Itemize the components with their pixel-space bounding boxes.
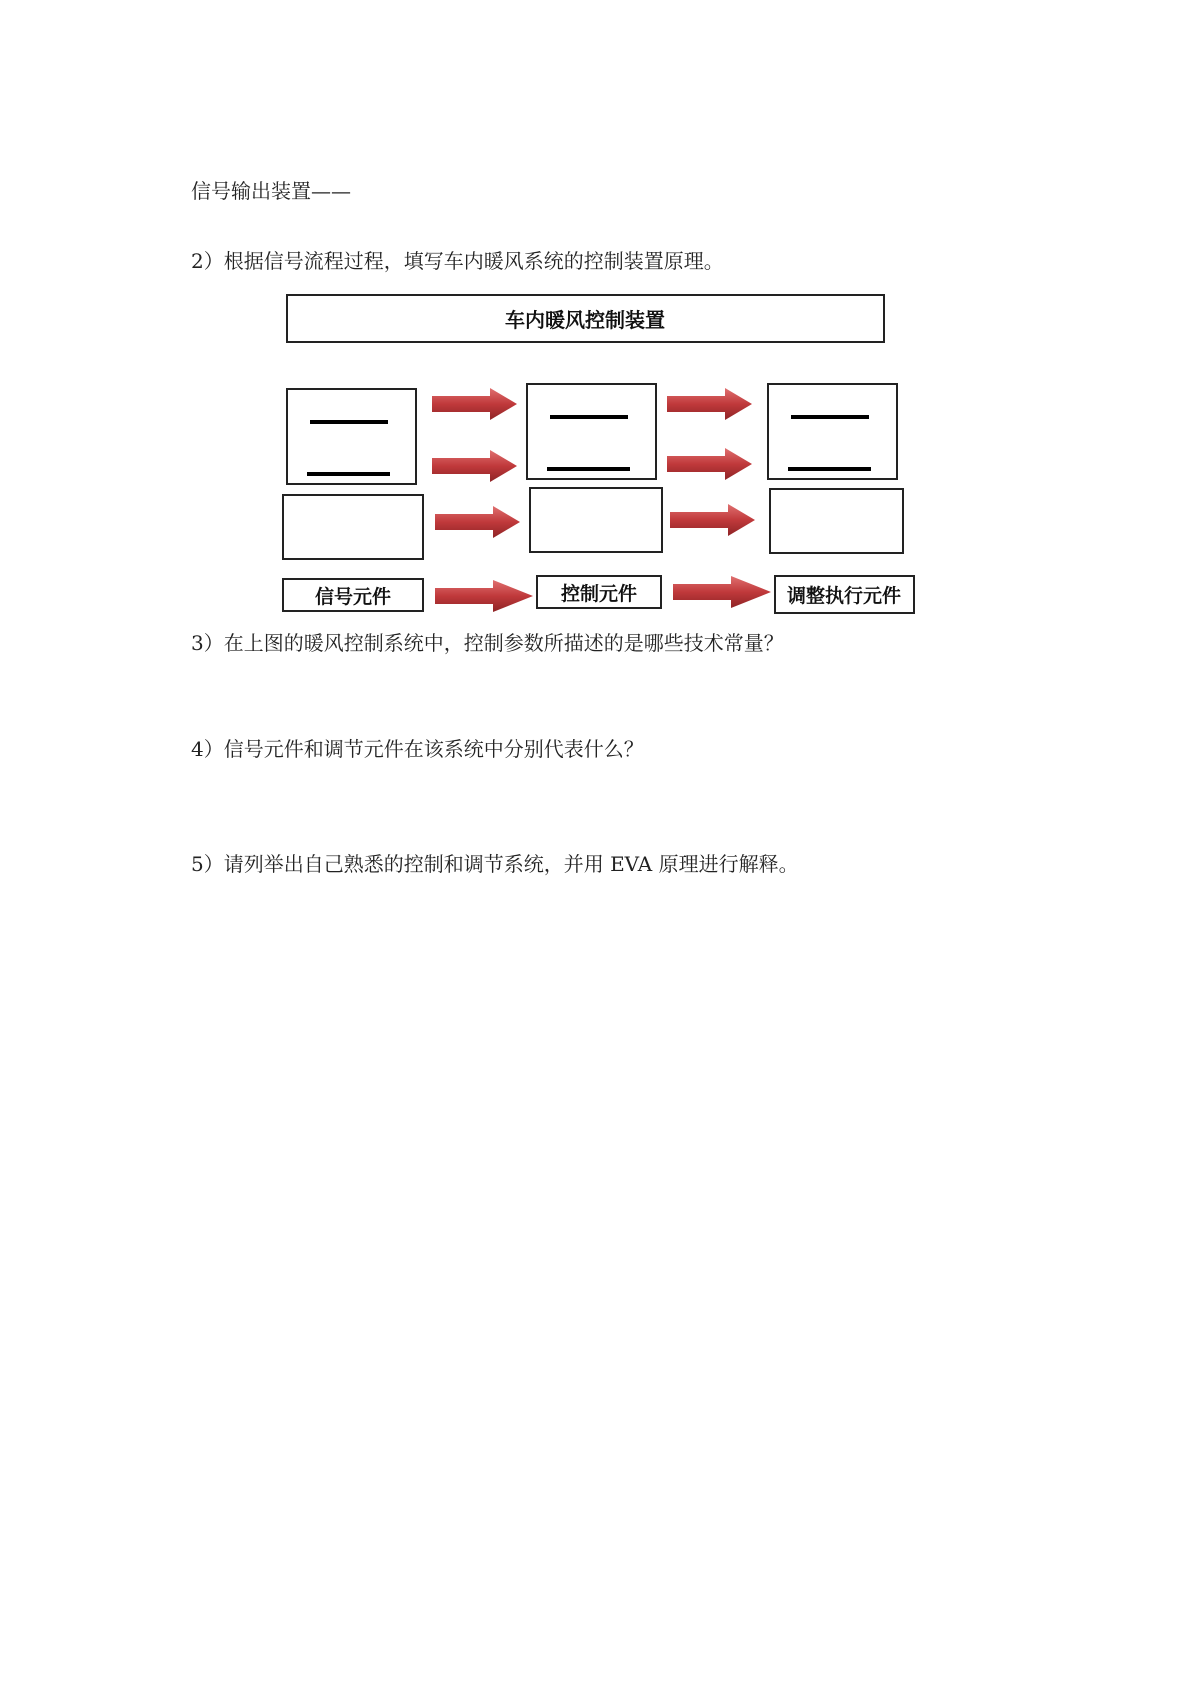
question-3: 3）在上图的暖风控制系统中，控制参数所描述的是哪些技术常量？	[191, 631, 784, 655]
signal-empty-box	[283, 495, 423, 559]
flow-arrow	[670, 504, 755, 536]
question-4: 4）信号元件和调节元件在该系统中分别代表什么？	[191, 737, 644, 761]
control-element-label: 控制元件	[560, 583, 638, 605]
question-2: 2）根据信号流程过程，填写车内暖风系统的控制装置原理。	[191, 249, 724, 273]
flow-arrow	[673, 576, 771, 608]
actuator-element-label: 调整执行元件	[786, 585, 902, 607]
flow-arrow	[432, 450, 517, 482]
flow-arrow	[432, 388, 517, 420]
flow-arrow	[435, 580, 533, 612]
control-input-box	[527, 384, 656, 479]
control-empty-box	[530, 488, 662, 552]
heating-control-diagram	[280, 292, 920, 622]
question-5: 5）请列举出自己熟悉的控制和调节系统，并用 EVA 原理进行解释。	[191, 852, 799, 876]
flow-arrow	[435, 506, 520, 538]
signal-output-line: 信号输出装置——	[191, 179, 351, 203]
actuator-input-box	[768, 384, 897, 479]
flow-arrow	[667, 448, 752, 480]
actuator-empty-box	[770, 489, 903, 553]
diagram-title: 车内暖风控制装置	[505, 308, 665, 332]
flow-arrow	[667, 388, 752, 420]
signal-element-label: 信号元件	[314, 586, 392, 608]
signal-input-box	[287, 389, 416, 484]
